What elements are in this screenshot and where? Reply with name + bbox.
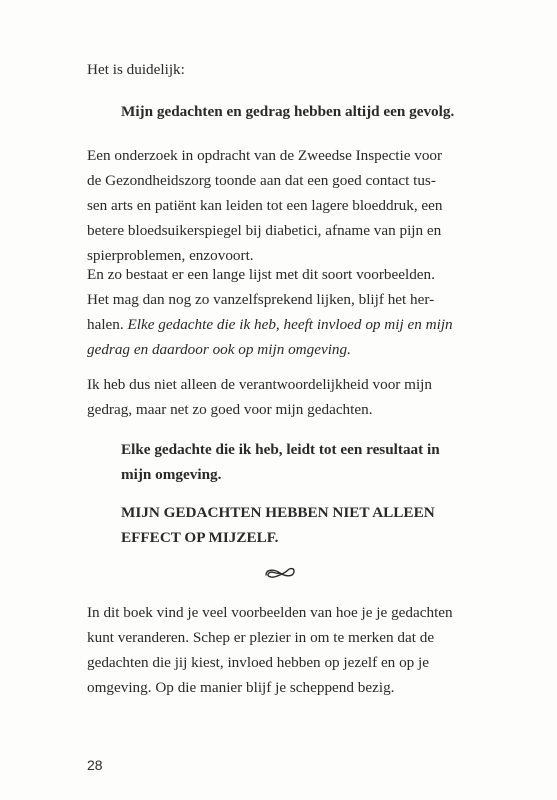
intro-line: Het is duidelijk:	[87, 61, 185, 78]
paragraph-line: Een onderzoek in opdracht van de Zweedse Inspectie voor	[87, 147, 443, 164]
paragraph-line	[87, 312, 507, 337]
paragraph-line: gedachten die jij kiest, invloed hebben op jezelf en op je	[87, 654, 430, 671]
emphasis-line: EFFECT OP MIJZELF.	[121, 529, 279, 546]
emphasis-statement-1: Mijn gedachten en gedrag hebben altijd een gevolg.	[121, 103, 455, 120]
italic-line: gedrag en daardoor ook op mijn omgeving.	[87, 341, 351, 358]
page-number: 28	[87, 757, 103, 773]
examples-paragraph	[87, 262, 507, 362]
paragraph-line: Het mag dan nog zo vanzelfsprekend lijken, blijf het her-	[87, 291, 435, 308]
closing-paragraph	[87, 600, 507, 700]
paragraph-line: de Gezondheidszorg toonde aan dat een goed contact tus-	[87, 172, 436, 189]
emphasis-statement-2	[121, 437, 440, 487]
intro-paragraph	[87, 57, 507, 82]
research-paragraph	[87, 143, 507, 268]
emphasis-statement-3	[121, 500, 435, 550]
emphasis-line: Elke gedachte die ik heb, leidt tot een resultaat in	[121, 441, 440, 458]
emphasis-line: MIJN GEDACHTEN HEBBEN NIET ALLEEN	[121, 504, 435, 521]
infinity-flourish-icon	[263, 566, 297, 580]
paragraph-line: gedrag, maar net zo goed voor mijn gedachten.	[87, 401, 373, 418]
paragraph-line: spierproblemen, enzovoort.	[87, 247, 254, 264]
paragraph-line: omgeving. Op die manier blijf je scheppend bezig.	[87, 679, 395, 696]
paragraph-line: betere bloedsuikerspiegel bij diabetici, afname van pijn en	[87, 222, 442, 239]
paragraph-line: sen arts en patiënt kan leiden tot een lagere bloeddruk, een	[87, 197, 443, 214]
paragraph-line: In dit boek vind je veel voorbeelden van hoe je je gedachten	[87, 604, 453, 621]
paragraph-line: En zo bestaat er een lange lijst met dit soort voorbeelden.	[87, 266, 435, 283]
responsibility-paragraph	[87, 372, 507, 422]
paragraph-line: Ik heb dus niet alleen de verantwoordelijkheid voor mijn	[87, 376, 432, 393]
regular-text: halen.	[87, 316, 128, 333]
italic-text: Elke gedachte die ik heb, heeft invloed op mij en mijn	[127, 316, 453, 333]
paragraph-line: kunt veranderen. Schep er plezier in om te merken dat de	[87, 629, 435, 646]
emphasis-line: mijn omgeving.	[121, 466, 222, 483]
